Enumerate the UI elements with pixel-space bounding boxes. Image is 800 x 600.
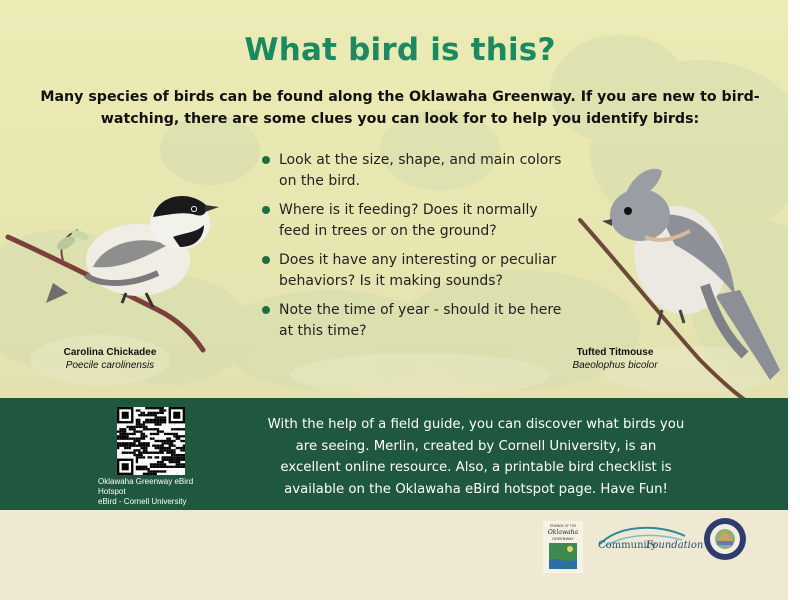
list-item <box>262 150 562 192</box>
field-guide-message: With the help of a field guide, you can discover what birds you are seeing. Merlin, created by Cornell University, is an excellent online resource. Also, a printable bird checklist is available on the Oklawaha eBird hotspot page. Have Fun! <box>267 417 685 497</box>
page-title: What bird is this? <box>244 32 556 68</box>
bird-caption-chickadee <box>40 346 180 372</box>
list-item <box>262 200 562 242</box>
qr-label-line1: Oklawaha Greenway eBird Hotspot <box>98 477 194 496</box>
bullet-icon <box>262 306 270 314</box>
friends-of-oklawaha-greenway-logo <box>543 521 583 573</box>
logo-foundation: Foundation <box>646 540 704 551</box>
intro-text: Many species of birds can be found along the Oklawaha Greenway. If you are new to bird-watching, there are some clues you can look for to help you identify birds: <box>40 89 760 127</box>
bird-caption-titmouse <box>560 346 670 372</box>
clue-text: Look at the size, shape, and main colors on the bird. <box>279 152 562 189</box>
bullet-icon <box>262 206 270 214</box>
bullet-icon <box>262 156 270 164</box>
community-foundation-logo <box>590 522 704 558</box>
clue-text: Does it have any interesting or peculiar behaviors? Is it making sounds? <box>279 252 557 289</box>
chickadee-illustration <box>8 175 228 355</box>
common-name: Carolina Chickadee <box>63 347 157 358</box>
scientific-name: Baeolophus bicolor <box>572 360 658 371</box>
logo-text-line2: Oklawaha <box>547 529 579 536</box>
qr-label-line2: eBird - Cornell University <box>98 497 187 506</box>
right-edge-strip <box>788 0 800 600</box>
common-name: Tufted Titmouse <box>576 347 654 358</box>
clue-list <box>262 150 562 350</box>
qr-code-icon[interactable] <box>117 407 185 475</box>
logo-community: Community <box>598 540 657 551</box>
county-seal-icon <box>703 517 747 561</box>
qr-label <box>98 477 218 507</box>
scientific-name: Poecile carolinensis <box>65 360 155 371</box>
logo-text-line1: FRIENDS OF THE <box>549 524 577 528</box>
logo-text-line3: GREENWAY <box>552 536 574 541</box>
list-item <box>262 300 562 342</box>
clue-text: Note the time of year - should it be here at this time? <box>279 302 562 339</box>
bullet-icon <box>262 256 270 264</box>
list-item <box>262 250 562 292</box>
clue-text: Where is it feeding? Does it normally feed in trees or on the ground? <box>279 202 538 239</box>
